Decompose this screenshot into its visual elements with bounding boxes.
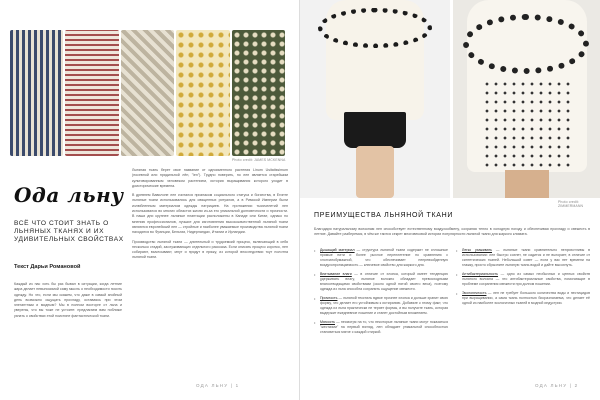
paragraph: Льняная ткань берет свое название от одноименного растения Linum Usitatissimum (посевной или прядильной лён, "len"). Трудно поверить, но лен является старейшим культивированным человеком растением, история выращивания которого уходит в доисторические времена. bbox=[132, 168, 288, 188]
bullet-icon: • bbox=[314, 272, 316, 277]
list-item: • Антибактериальность — одно из самых необычных и ценных свойств льняного волокна — это антибактериальные свойства, помогающие в проблеме сохранения свежести при долгом ношении. bbox=[456, 272, 590, 286]
article-subtitle: ВСЁ ЧТО СТОИТ ЗНАТЬ О ЛЬНЯНЫХ ТКАНЯХ И ИХ УДИВИТЕЛЬНЫХ СВОЙСТВАХ bbox=[14, 220, 124, 244]
bullet-icon: • bbox=[314, 296, 316, 301]
fabric-swatches-photo bbox=[10, 30, 285, 156]
section-title: ПРЕИМУЩЕСТВА ЛЬНЯНОЙ ТКАНИ bbox=[314, 212, 454, 219]
bullet-icon: • bbox=[314, 320, 316, 325]
right-page bbox=[300, 0, 600, 400]
fashion-photo-2 bbox=[453, 0, 600, 198]
benefit-name: Легко ухаживать bbox=[462, 248, 493, 252]
ruffle-trim bbox=[318, 8, 432, 48]
benefits-column-right bbox=[456, 248, 590, 339]
swatch-yellow-pattern bbox=[176, 30, 229, 156]
list-item: • Легко ухаживать — льняные ткани сравнительно неприхотливы в использовании: лен быстро сохнет, не садится и не выгорает, в отличие от синтетических тканей. Небольшой совет — если у вас нет времени на глажку, просто сбрызните льняную ткань водой и дайте высохнуть. bbox=[456, 248, 590, 267]
page-footer: ОДА ЛЬНУ | 2 bbox=[535, 383, 579, 388]
paragraph: Производство льняной ткани — длительный и трудоемкий процесс, включающий в себя несколько стадий, заслуживающих отдельного рассказа. Если описать процесс коротко, лен собирают, вычесывают, мнут и прядут в пряжу, из которой впоследствии ткут полотна льняной ткани. bbox=[132, 239, 288, 260]
bullet-icon: • bbox=[456, 272, 458, 277]
bullet-icon: • bbox=[456, 248, 458, 253]
list-item: • Дышащий материал — структура льняной ткани содержит не сплошные прямые нити и более рыхлое переплетение по сравнению с хлопчатобумажной, что обеспечивает непревзойденную воздухопроницаемость — ключевое свойство для жаркого дня. bbox=[314, 248, 448, 267]
dot-pattern bbox=[483, 80, 573, 168]
paragraph: В древнем Вавилоне лен считался признаком социального статуса и богатства, в Египте льняные ткани использовались для священных ритуалов, а в Римской Империи были излюбленным материалом одежды патрициев. На протяжении тысячелетий лен использовался во многих областях жизни из-за его уникальной долговечности и прочности. В наши дни крупнее льняные плантации расположены в Канаде или Китае, однако по мнению профессионалов, лучшие для изготовления высококачественной льняной ткани являются европейский лен — стройные и наиболее уважаемые производства льняной ткани находятся во Франции, Бельгии, Нидерландах, Италии и Ирландии. bbox=[132, 193, 288, 235]
article-author: Текст Дарьи Романовой bbox=[14, 264, 81, 270]
benefit-name: Прочность bbox=[320, 296, 338, 300]
benefit-name: Дышащий материал bbox=[320, 248, 355, 252]
legs-shape bbox=[356, 146, 394, 198]
swatch-beige-pattern bbox=[121, 30, 174, 156]
benefit-name: Экологичность bbox=[462, 291, 487, 295]
skirt-shape bbox=[344, 112, 406, 148]
benefit-name: Антибактериальность bbox=[462, 272, 499, 276]
ruffle-trim bbox=[463, 14, 589, 74]
legs-shape bbox=[505, 170, 549, 198]
benefit-name: Мягкость bbox=[320, 320, 335, 324]
benefit-name: Впитывание влаги bbox=[320, 272, 352, 276]
list-item: • Прочность — льняной текстиль вдвое прочнее хлопка и дольше хранит свою форму, что делает его устойчивым к истиранию. Добавьте к этому факт, что одежда из льна практически не теряет формы, и вы получите ткань, которая выдержит ежедневное ношение и станет достойным вложением. bbox=[314, 296, 448, 315]
body-column bbox=[132, 168, 288, 265]
page-footer: ОДА ЛЬНУ | 1 bbox=[196, 383, 240, 388]
intro-column bbox=[14, 282, 122, 323]
fashion-photo-1 bbox=[300, 0, 450, 198]
list-item: • Впитывание влаги — в отличие от хлопка, который имеет тенденцию удерживать влагу, льняное волокно обладает превосходными влагоотводящими свойствами (около одной пятой своего веса), поэтому одежда из льна способна сохранять ощущение свежести. bbox=[314, 272, 448, 291]
section-intro: Благодаря натуральному волокнам лен способствует естественному воздухообмену, сохраняя тепло в холодную погоду и обеспечивая прохладу и свежесть в летние. Давайте разберемся, в чём же таится секрет многовековой истории популярности льняной ткани для жаркого климата. bbox=[314, 227, 590, 237]
benefit-text: лен не требует большого количества воды и пестицидов при выращивании, а сама ткань полностью биоразлагаема, что делает её одной из наиболее экологичных тканей в модной индустрии. bbox=[462, 291, 590, 305]
benefits-column-left bbox=[314, 248, 448, 339]
paragraph: Каждый из нас хоть бы раз бывал в ситуации, когда летние жара делает невыносимой саму мысль о необходимости носить одежду. Но что, если мы скажем, что даже в самый знойный день возможно ощущать прохладу, оставаясь при этом элегантным и модным? Мы в полном восторге от льна и уверены, что вы тоже не устоите: предлагаем вам поближе узнать о свойствах этой поистине фантастической ткани. bbox=[14, 282, 122, 318]
benefit-text: льняные ткани сравнительно неприхотливы в использовании: лен быстро сохнет, не садится и не выгорает, в отличие от синтетических тканей. Небольшой совет — если у вас нет времени на глажку, просто сбрызните льняную ткань водой и дайте высохнуть. bbox=[462, 248, 590, 267]
bullet-icon: • bbox=[456, 291, 458, 296]
benefits-list bbox=[314, 248, 590, 339]
benefit-text: льняной текстиль вдвое прочнее хлопка и дольше хранит свою форму, что делает его устойчивым к истиранию. Добавьте к этому факт, что одежда из льна практически не теряет формы, и вы получите ткань, которая выдержит ежедневное ношение и станет достойным вложением. bbox=[320, 296, 448, 315]
swatch-blue-stripe bbox=[10, 30, 63, 156]
photo-credit: Photo credit: ZIMMERMANN bbox=[558, 200, 584, 208]
swatch-red-stripe bbox=[65, 30, 118, 156]
list-item: • Экологичность — лен не требует большого количества воды и пестицидов при выращивании, а сама ткань полностью биоразлагаема, что делает её одной из наиболее экологичных тканей в модной индустрии. bbox=[456, 291, 590, 305]
benefit-text: в отличие от хлопка, который имеет тенденцию удерживать влагу, льняное волокно обладает превосходными влагоотводящими свойствами (около одной пятой своего веса), поэтому одежда из льна способна сохранять ощущение свежести. bbox=[320, 272, 448, 291]
swatch-green-pattern bbox=[232, 30, 285, 156]
benefit-text: несмотря на то, что некоторые льняные ткани могут показаться "жесткими" на первый взгляд, лен обладает уникальной способностью становиться мягче с каждой стиркой. bbox=[320, 320, 448, 334]
photo-credit: Photo credit: JAMES MCKENNA bbox=[232, 158, 286, 162]
bullet-icon: • bbox=[314, 248, 316, 253]
article-title: Ода льну bbox=[14, 183, 124, 207]
benefit-text: одно из самых необычных и ценных свойств льняного волокна — это антибактериальные свойства, помогающие в проблеме сохранения свежести при долгом ношении. bbox=[462, 272, 590, 286]
list-item: • Мягкость — несмотря на то, что некоторые льняные ткани могут показаться "жесткими" на первый взгляд, лен обладает уникальной способностью становиться мягче с каждой стиркой. bbox=[314, 320, 448, 334]
benefit-text: структура льняной ткани содержит не сплошные прямые нити и более рыхлое переплетение по сравнению с хлопчатобумажной, что обеспечивает непревзойденную воздухопроницаемость — ключевое свойство для жаркого дня. bbox=[320, 248, 448, 267]
